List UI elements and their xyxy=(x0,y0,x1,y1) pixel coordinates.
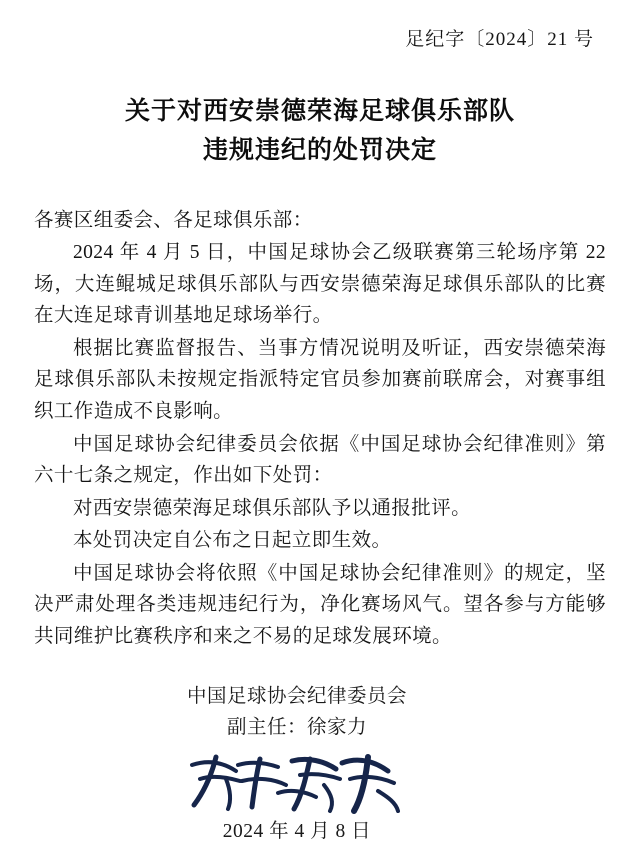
document-number: 足纪字〔2024〕21 号 xyxy=(405,29,594,50)
body-paragraph-4: 对西安崇德荣海足球俱乐部队予以通报批评。 xyxy=(73,497,472,519)
signature-date: 2024 年 4 月 8 日 xyxy=(222,820,372,842)
handwritten-signature xyxy=(34,745,606,819)
body-paragraph-5: 本处罚决定自公布之日起立即生效。 xyxy=(73,530,392,552)
issuing-authority: 中国足球协会纪律委员会 xyxy=(186,685,407,707)
body-paragraph-2: 根据比赛监督报告、当事方情况说明及听证，西安崇德荣海足球俱乐部队未按规定指派特定官员参加赛前联席会，对赛事组织工作造成不良影响。 xyxy=(34,337,606,422)
title-line-1: 关于对西安崇德荣海足球俱乐部队 xyxy=(124,98,515,125)
body-paragraph-6: 中国足球协会将依照《中国足球协会纪律准则》的规定，坚决严肃处理各类违规违纪行为，净化赛场风气。望各参与方能够共同维护比赛秩序和来之不易的足球发展环境。 xyxy=(34,562,606,648)
signatory-name: 副主任：徐家力 xyxy=(226,716,367,738)
title-line-2: 违规违纪的处罚决定 xyxy=(202,136,437,164)
document-body xyxy=(34,205,606,653)
body-paragraph-1: 2024 年 4 月 5 日，中国足球协会乙级联赛第三轮场序第 22 场，大连鲲城足球俱乐部队与西安崇德荣海足球俱乐部队的比赛在大连足球青训基地足球场举行。 xyxy=(34,242,606,327)
body-paragraph-3: 中国足球协会纪律委员会依据《中国足球协会纪律准则》第六十七条之规定，作出如下处罚： xyxy=(34,433,606,487)
salutation: 各赛区组委会、各足球俱乐部： xyxy=(34,209,313,231)
page-title xyxy=(34,93,606,171)
signature-ink-icon xyxy=(182,745,412,819)
signature-block xyxy=(34,681,606,743)
